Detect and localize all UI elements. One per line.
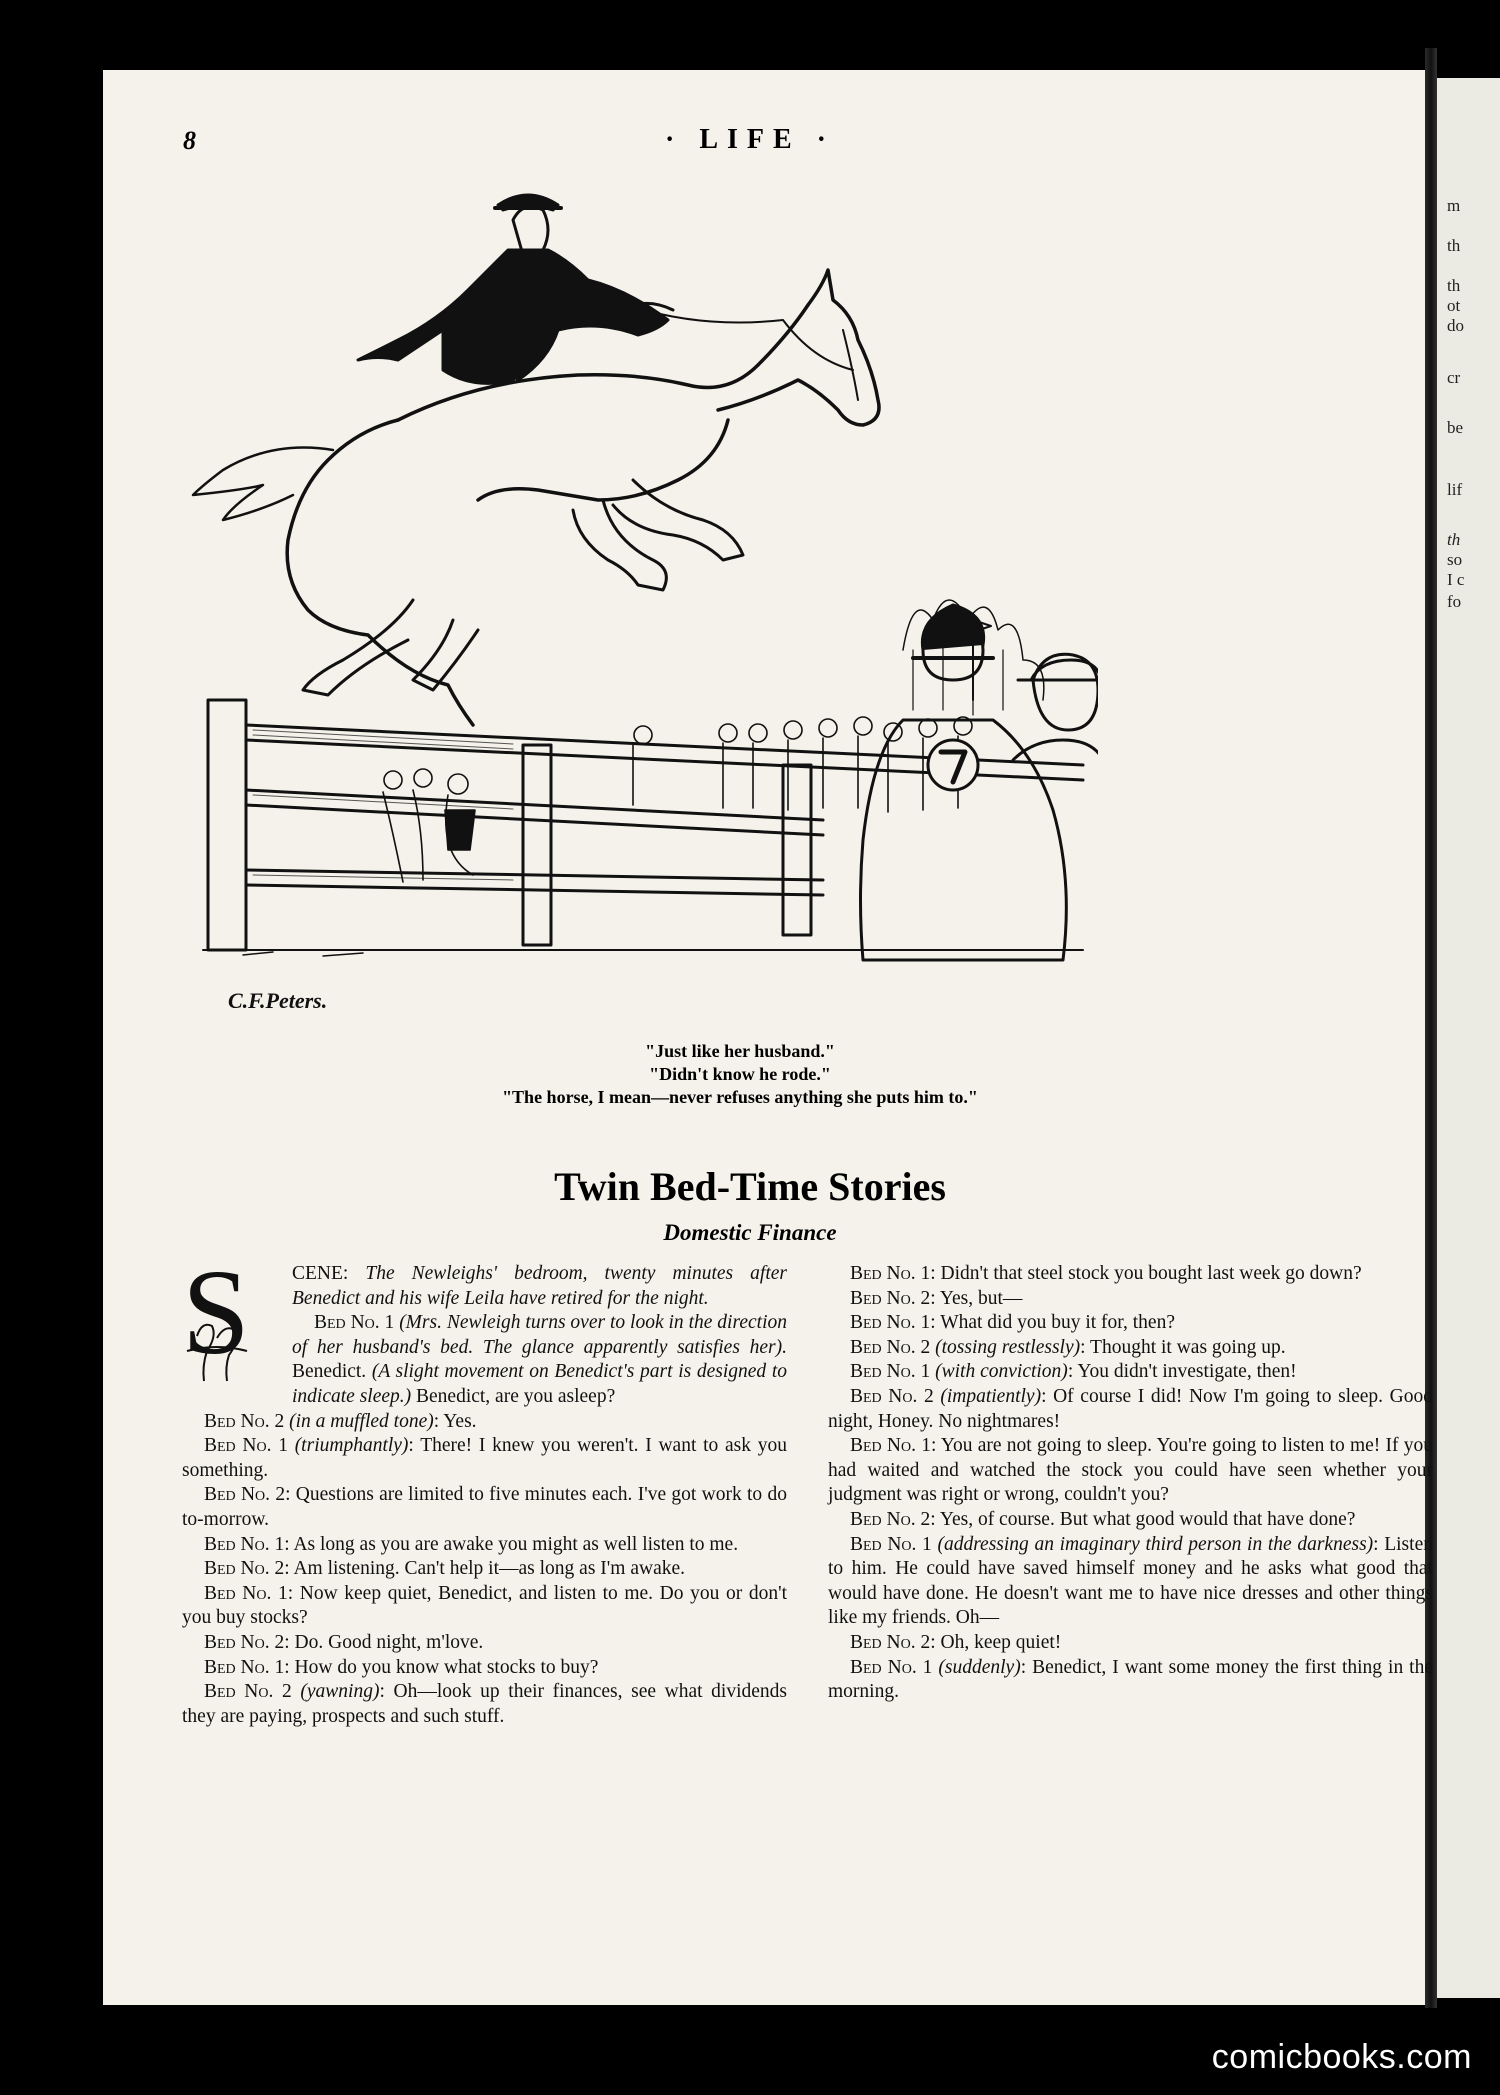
adjacent-text-fragment: th [1447, 276, 1461, 295]
illustration-caption [420, 1040, 1060, 1109]
drop-cap-letter: S [182, 1245, 250, 1380]
caption-line: "Didn't know he rode." [649, 1064, 831, 1084]
stage-direction: (suddenly) [938, 1656, 1021, 1678]
speaker-label: Bed No. 1 [204, 1533, 285, 1555]
stage-direction: (addressing an imaginary third person in the darkness) [937, 1533, 1374, 1555]
stage-direction: (with conviction) [935, 1361, 1068, 1383]
adjacent-text-fragment: m [1447, 196, 1461, 215]
dialogue-text: : Listen to him. He could have saved himself money and he asks what good that would have done. He doesn't want me to have nice dresses and other things like my friends. Oh— [828, 1533, 1433, 1629]
speaker-label: Bed No. 1 [850, 1312, 931, 1334]
adjacent-text-fragment: cr [1447, 368, 1461, 387]
artist-signature: C.F.Peters. [228, 988, 328, 1013]
rider-number: 11 [485, 310, 508, 336]
stage-direction: (in a muffled tone) [289, 1410, 434, 1432]
speaker-label: Bed No. 1 [850, 1533, 938, 1555]
drop-cap [182, 1245, 282, 1386]
scene-label: CENE: [292, 1263, 366, 1284]
dialogue-text: : Now keep quiet, Benedict, and listen to me. Do you or don't you buy stocks? [182, 1582, 787, 1629]
dialogue-text: : As long as you are awake you might as well listen to me. [284, 1533, 739, 1555]
dialogue-text: : Thought it was going up. [1080, 1336, 1286, 1358]
adjacent-text-fragment: do [1447, 316, 1464, 335]
adjacent-text-fragment: lif [1447, 480, 1463, 499]
adjacent-text-fragment: be [1447, 418, 1464, 437]
stage-direction: The Newleighs' bedroom, twenty minutes after Benedict and his wife Leila have retired for the night. [292, 1263, 787, 1309]
speaker-label: Bed No. 2 [850, 1631, 931, 1653]
dialogue-text: : Of course I did! Now I'm going to sleep. Good night, Honey. No nightmares! [828, 1385, 1433, 1432]
stage-direction: (tossing restlessly) [935, 1336, 1081, 1358]
dialogue-text: Benedict. [292, 1361, 372, 1383]
speaker-label: Bed No. 1 [204, 1656, 285, 1678]
watermark: comicbooks.com [1211, 2038, 1472, 2076]
story-subtitle: Domestic Finance [663, 1220, 837, 1245]
dialogue-text: : Yes. [433, 1410, 477, 1432]
dialogue-text: : Do. Good night, m'love. [284, 1631, 484, 1653]
dialogue-text: : Am listening. Can't help it—as long as I'm awake. [284, 1558, 686, 1580]
adjacent-text-fragment: ot [1447, 296, 1461, 315]
stage-direction: (yawning) [300, 1681, 380, 1703]
dialogue-text: : You are not going to sleep. You're going to listen to me! If you had waited and watched the stock you could have seen whether your judgment was right or wrong, couldn't you? [828, 1435, 1433, 1506]
dialogue-text: : You didn't investigate, then! [1067, 1361, 1297, 1383]
speaker-label: Bed No. 2 [204, 1631, 285, 1653]
speaker-label: Bed No. 1 [850, 1435, 931, 1457]
masthead: · LIFE · [664, 124, 836, 155]
stage-direction: (A slight movement on Benedict's part is designed to indicate sleep.) [292, 1361, 787, 1407]
speaker-label: Bed No. 2 [850, 1385, 941, 1407]
caption-line: "Just like her husband." [645, 1041, 835, 1061]
dialogue-text: : Benedict, I want some money the first thing in the morning. [828, 1656, 1433, 1703]
horse-jump-illustration [183, 180, 1098, 1020]
dialogue-text: : Didn't that steel stock you bought last week go down? [930, 1263, 1362, 1284]
adjacent-text-fragment: th [1447, 530, 1461, 549]
dialogue-text: Benedict, are you asleep? [411, 1385, 616, 1407]
adjacent-text-fragment: fo [1447, 592, 1462, 611]
speaker-label: Bed No. 2 [850, 1508, 931, 1530]
adjacent-text-fragment: so [1447, 550, 1463, 569]
dialogue-text: : Oh—look up their finances, see what dividends they are paying, prospects and such stuff. [182, 1681, 788, 1727]
dialogue-text: : Yes, of course. But what good would that have done? [930, 1508, 1356, 1530]
speaker-label: Bed No. 2 [204, 1410, 290, 1432]
speaker-label: Bed No. 1 [314, 1312, 400, 1334]
dialogue-text: : Oh, keep quiet! [930, 1631, 1062, 1653]
stage-direction: (Mrs. Newleigh turns over to look in the direction of her husband's bed. The glance apparently satisfies her). [292, 1312, 787, 1358]
stage-direction: (impatiently) [940, 1385, 1042, 1407]
speaker-label: Bed No. 1 [850, 1656, 939, 1678]
adjacent-text-fragment: th [1447, 236, 1461, 255]
speaker-label: Bed No. 1 [850, 1263, 931, 1284]
page-number: 8 [183, 126, 196, 155]
dialogue-text: : Questions are limited to five minutes each. I've got work to do to-morrow. [182, 1484, 787, 1530]
adjacent-page-edge [1437, 78, 1500, 1998]
speaker-label: Bed No. 1 [204, 1435, 295, 1457]
speaker-label: Bed No. 1 [850, 1361, 936, 1383]
dialogue-text: : How do you know what stocks to buy? [284, 1656, 599, 1678]
dialogue-text: : What did you buy it for, then? [930, 1312, 1175, 1334]
speaker-label: Bed No. 2 [850, 1336, 936, 1358]
adjacent-text-fragment: I c [1447, 570, 1465, 589]
stage-direction: (triumphantly) [294, 1435, 409, 1457]
page-gutter [1425, 48, 1437, 2008]
speaker-label: Bed No. 2 [850, 1287, 931, 1309]
speaker-label: Bed No. 2 [204, 1558, 285, 1580]
story-title: Twin Bed-Time Stories [554, 1164, 946, 1209]
dialogue-text: : There! I knew you weren't. I want to ask you something. [182, 1435, 787, 1481]
dialogue-text: : Yes, but— [930, 1287, 1023, 1309]
story-column-right [828, 1262, 1433, 1705]
speaker-label: Bed No. 1 [204, 1582, 288, 1604]
story-column-left [182, 1245, 788, 1729]
caption-line: "The horse, I mean—never refuses anything she puts him to." [502, 1087, 978, 1107]
speaker-label: Bed No. 2 [204, 1484, 286, 1506]
speaker-label: Bed No. 2 [204, 1681, 301, 1703]
